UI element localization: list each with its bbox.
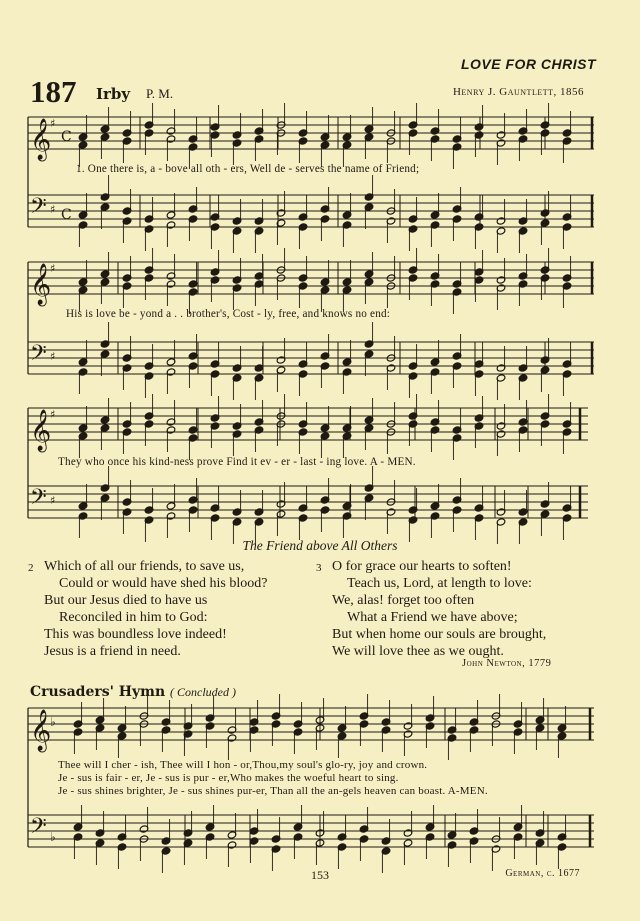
clef-glyph: 𝄢 — [30, 485, 47, 515]
verse-line: Reconciled in him to God: — [59, 610, 208, 625]
clef-glyph: ♯ — [50, 408, 56, 421]
clef-glyph: 𝄞 — [30, 710, 52, 751]
clef-glyph: 𝄞 — [30, 410, 52, 451]
verse-line: But our Jesus died to have us — [44, 593, 208, 608]
crusaders-lyric-3: Je - sus shines brighter, Je - sus shines pur-er, Than all the an-gels heaven can boast. A-MEN. — [58, 785, 488, 797]
verse-line: Teach us, Lord, at length to love: — [347, 576, 532, 591]
concluded-label: ( Concluded ) — [170, 685, 236, 699]
clef-glyph: 𝄞 — [30, 264, 52, 305]
verse-line: O for grace our hearts to soften! — [332, 559, 512, 574]
crusaders-lyric-1: Thee will I cher - ish, Thee will I hon - or,Thou,my soul's glo-ry, joy and crown. — [58, 759, 428, 771]
verse-line: We, alas! forget too often — [332, 593, 475, 608]
crusaders-tune-name: Crusaders' Hymn — [30, 684, 166, 700]
clef-glyph: C — [61, 207, 72, 223]
verse-line: Which of all our friends, to save us, — [44, 559, 245, 574]
clef-glyph: 𝄞 — [30, 119, 52, 160]
meter: P. M. — [146, 86, 174, 101]
clef-glyph: 𝄢 — [30, 341, 47, 371]
hymn-caption: The Friend above All Others — [242, 538, 398, 553]
clef-glyph: 𝄢 — [30, 194, 47, 224]
verse-2 — [28, 558, 267, 660]
verse-line: This was boundless love indeed! — [44, 627, 227, 642]
verse-number: 3 — [316, 562, 322, 574]
clef-glyph: ♯ — [50, 117, 56, 130]
clef-glyph: ♯ — [50, 203, 56, 216]
section-title: LOVE FOR CHRIST — [460, 56, 596, 72]
verse-line: We will love thee as we ought. — [332, 644, 504, 659]
verse-line: Jesus is a friend in need. — [44, 644, 181, 659]
clef-glyph: ♭ — [50, 830, 56, 844]
crusaders-lyric-2: Je - sus is fair - er, Je - sus is pur - er,Who makes the woeful heart to sing. — [58, 772, 399, 784]
clef-glyph: C — [61, 129, 72, 145]
clef-glyph: 𝄢 — [30, 814, 47, 844]
hymn-number: 187 — [30, 74, 77, 109]
page-number: 153 — [311, 868, 329, 882]
crusaders-credit: German, c. 1677 — [505, 868, 580, 879]
verse-line: Could or would have shed his blood? — [59, 576, 268, 591]
tune-name: Irby — [96, 85, 131, 103]
verse-line: What a Friend we have above; — [347, 610, 518, 625]
clef-glyph: ♭ — [50, 715, 56, 729]
composer-credit: Henry J. Gauntlett, 1856 — [452, 86, 584, 98]
lyric-line-2: His is love be - yond a . . brother's, Cost - ly, free, and knows no end: — [66, 308, 391, 320]
lyric-line-3: They who once his kind-ness prove Find it ev - er - last - ing love. A - MEN. — [58, 456, 416, 468]
verse-number: 2 — [28, 562, 34, 574]
clef-glyph: ♯ — [50, 350, 56, 363]
clef-glyph: ♯ — [50, 262, 56, 275]
verse-3 — [316, 558, 546, 660]
lyric-line-1: 1. One there is, a - bove all oth - ers, Well de - serves the name of Friend; — [76, 163, 420, 175]
clef-glyph: ♯ — [50, 494, 56, 507]
author-credit: John Newton, 1779 — [462, 658, 552, 669]
verse-line: But when home our souls are brought, — [332, 627, 547, 642]
